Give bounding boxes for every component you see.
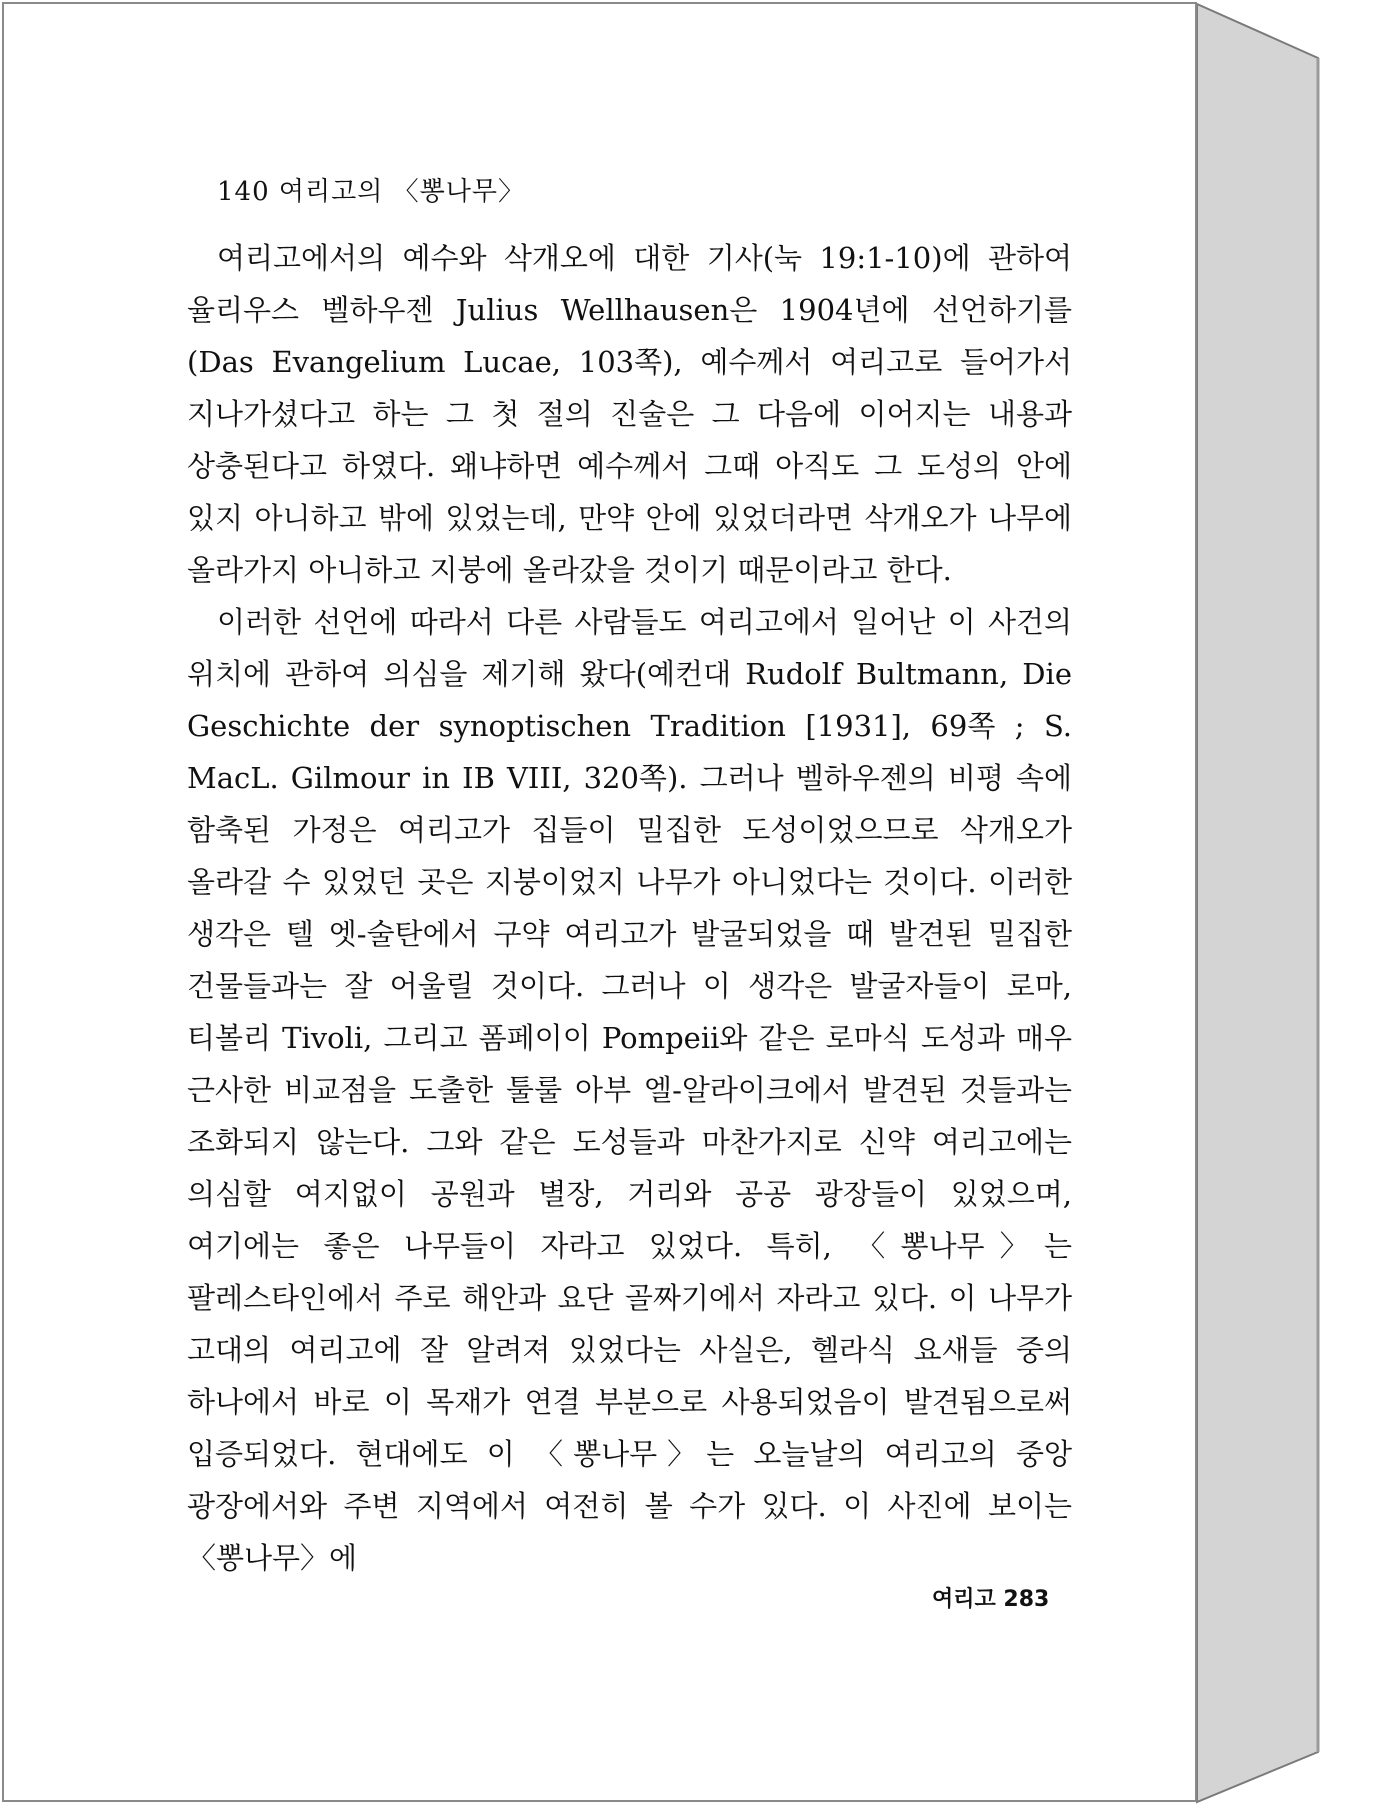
page-content	[187, 174, 1072, 1584]
book-page	[2, 2, 1197, 1802]
running-head: 140 여리고의 〈뽕나무〉	[217, 177, 525, 207]
paragraph: 여리고에서의 예수와 삭개오에 대한 기사(눅 19:1-10)에 관하여 율리우스 벨하우젠 Julius Wellhausen은 1904년에 선언하기를(Das Evangelium Lucae, 103쪽), 예수께서 여리고로 들어가서 지나가셨다고 하는 그 첫 절의 진술은 그 다음에 이어지는 내용과 상충된다고 하였다. 왜냐하면 예수께서 그때 아직도 그 도성의 안에 있지 아니하고 밖에 있었는데, 만약 안에 있었더라면 삭개오가 나무에 올라가지 아니하고 지붕에 올라갔을 것이기 때문이라고 한다.	[187, 241, 1072, 587]
paragraph: 이러한 선언에 따라서 다른 사람들도 여리고에서 일어난 이 사건의 위치에 관하여 의심을 제기해 왔다(예컨대 Rudolf Bultmann, Die Geschichte der synoptischen Tradition [1931], 69쪽 ; S. MacL. Gilmour in IB VIII, 320쪽). 그러나 벨하우젠의 비평 속에 함축된 가정은 여리고가 집들이 밀집한 도성이었으므로 삭개오가 올라갈 수 있었던 곳은 지붕이었지 나무가 아니었다는 것이다. 이러한 생각은 텔 엣-술탄에서 구약 여리고가 발굴되었을 때 발견된 밀집한 건물들과는 잘 어울릴 것이다. 그러나 이 생각은 발굴자들이 로마, 티볼리 Tivoli, 그리고 폼페이이 Pompeii와 같은 로마식 도성과 매우 근사한 비교점을 도출한 툴룰 아부 엘-알라이크에서 발견된 것들과는 조화되지 않는다. 그와 같은 도성들과 마찬가지로 신약 여리고에는 의심할 여지없이 공원과 별장, 거리와 공공 광장들이 있었으며, 여기에는 좋은 나무들이 자라고 있었다. 특히, 〈뽕나무〉는 팔레스타인에서 주로 해안과 요단 골짜기에서 자라고 있다. 이 나무가 고대의 여리고에 잘 알려져 있었다는 사실은, 헬라식 요새들 중의 하나에서 바로 이 목재가 연결 부분으로 사용되었음이 발견됨으로써 입증되었다. 현대에도 이 〈뽕나무〉는 오늘날의 여리고의 중앙 광장에서와 주변 지역에서 여전히 볼 수가 있다. 이 사진에 보이는 〈뽕나무〉에	[187, 605, 1072, 1575]
page-folio: 여리고 283	[932, 1587, 1050, 1612]
